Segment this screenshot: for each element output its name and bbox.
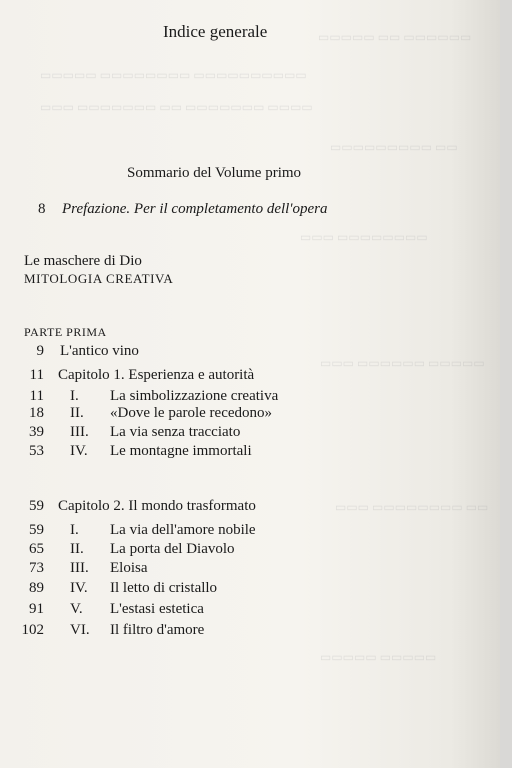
entry-title: La via senza tracciato: [110, 424, 241, 440]
show-through-text: ▭▭▭ ▭▭▭▭▭▭▭▭: [300, 230, 428, 244]
entry-title: «Dove le parole recedono»: [110, 405, 273, 421]
show-through-text: ▭▭▭▭▭ ▭▭▭▭▭: [320, 650, 437, 664]
chapter-page: 59: [29, 498, 44, 514]
entry-page: 65: [29, 541, 44, 557]
entry-page: 11: [29, 388, 44, 404]
entry-title: La porta del Diavolo: [110, 541, 235, 557]
entry-roman: I.: [70, 522, 79, 538]
entry-roman: II.: [70, 405, 84, 421]
entry-roman: II.: [70, 541, 84, 557]
chapter-title: Capitolo 1. Esperienza e autorità: [58, 367, 255, 383]
index-title: Indice generale: [163, 22, 268, 41]
entry-title: La via dell'amore nobile: [110, 522, 256, 538]
show-through-text: ▭▭▭ ▭▭▭▭▭▭▭▭ ▭▭: [335, 500, 489, 514]
entry-roman: IV.: [70, 443, 88, 459]
entry-page: 53: [29, 443, 44, 459]
part-entry-page: 9: [36, 343, 44, 359]
entry-page: 91: [29, 601, 44, 617]
entry-title: Le montagne immortali: [110, 443, 252, 459]
show-through-text: ▭▭▭ ▭▭▭▭▭▭ ▭▭▭▭▭: [320, 356, 485, 370]
entry-page: 59: [29, 522, 44, 538]
entry-roman: III.: [70, 560, 89, 576]
entry-roman: IV.: [70, 580, 88, 596]
entry-roman: VI.: [70, 622, 90, 638]
entry-page: 102: [21, 622, 44, 638]
chapter-title: Capitolo 2. Il mondo trasformato: [58, 498, 256, 514]
entry-title: Eloisa: [110, 560, 148, 576]
show-through-text: ▭▭▭▭▭▭▭▭▭ ▭▭: [330, 140, 458, 154]
chapter-page: 11: [29, 367, 44, 383]
book-title: Le maschere di Dio: [24, 253, 142, 269]
show-through-text: ▭▭▭ ▭▭▭▭▭▭▭ ▭▭ ▭▭▭▭▭▭▭ ▭▭▭▭: [40, 100, 313, 114]
entry-title: Il filtro d'amore: [110, 622, 205, 638]
show-through-text: ▭▭▭▭▭ ▭▭ ▭▭▭▭▭▭: [318, 30, 472, 44]
entry-roman: III.: [70, 424, 89, 440]
part-entry-title: L'antico vino: [60, 343, 139, 359]
summary-title: Sommario del Volume primo: [127, 165, 302, 181]
show-through-text: ▭▭▭▭▭ ▭▭▭▭▭▭▭▭ ▭▭▭▭▭▭▭▭▭▭: [40, 68, 307, 82]
entry-roman: V.: [70, 601, 83, 617]
book-subtitle: MITOLOGIA CREATIVA: [24, 271, 174, 286]
entry-page: 89: [29, 580, 44, 596]
preface-title: Prefazione. Per il completamento dell'opera: [62, 201, 328, 217]
entry-title: Il letto di cristallo: [110, 580, 218, 596]
entry-page: 73: [29, 560, 44, 576]
preface-page: 8: [38, 201, 46, 217]
entry-page: 18: [29, 405, 44, 421]
entry-title: La simbolizzazione creativa: [110, 388, 279, 404]
entry-title: L'estasi estetica: [110, 601, 204, 617]
entry-page: 39: [29, 424, 44, 440]
part-label: PARTE PRIMA: [24, 325, 107, 339]
entry-roman: I.: [70, 388, 79, 404]
